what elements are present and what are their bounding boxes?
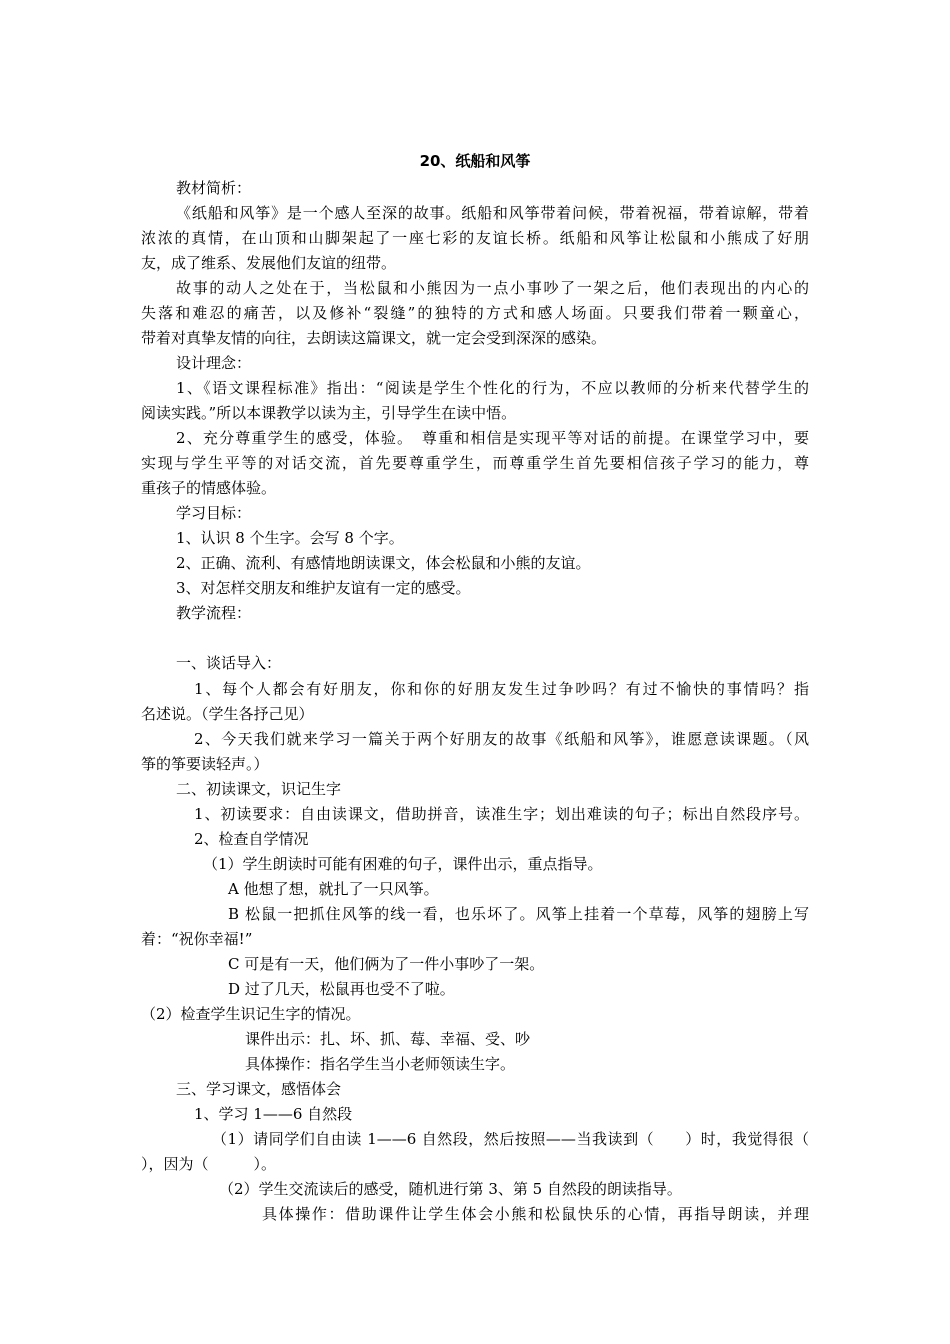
document-title: 20、纸船和风筝 (419, 152, 531, 170)
body-line: D 过了几天，松鼠再也受不了啦。 (228, 980, 455, 998)
body-line: 具体操作：指名学生当小老师领读生字。 (245, 1055, 516, 1073)
body-line: 教材简析： (176, 179, 252, 197)
body-line: 着：“祝你幸福!” (141, 930, 253, 948)
body-line: 友，成了维系、发展他们友谊的纽带。 (141, 254, 397, 272)
body-line: （1）请同学们自由读 1——6 自然段，然后按照——当我读到（ ）时，我觉得很（ (212, 1130, 809, 1148)
body-line: 1、认识 8 个生字。会写 8 个字。 (176, 529, 404, 547)
body-line: 阅读实践。”所以本课教学以读为主，引导学生在读中悟。 (141, 404, 517, 422)
body-line: 3、对怎样交朋友和维护友谊有一定的感受。 (176, 579, 471, 597)
body-line: 2、充分尊重学生的感受，体验。 尊重和相信是实现平等对话的前提。在课堂学习中，要 (176, 429, 809, 447)
body-line: 具体操作：借助课件让学生体会小熊和松鼠快乐的心情，再指导朗读，并理 (262, 1205, 809, 1223)
body-line: 设计理念： (176, 354, 252, 372)
body-line: 2、正确、流利、有感情地朗读课文，体会松鼠和小熊的友谊。 (176, 554, 591, 572)
body-line: 二、初读课文，识记生字 (176, 780, 342, 798)
body-line: 一、谈话导入： (176, 654, 282, 672)
body-line: 实现与学生平等的对话交流，首先要尊重学生，而尊重学生首先要相信孩子学习的能力，尊 (141, 454, 809, 472)
body-line: 三、学习课文，感悟体会 (176, 1080, 342, 1098)
body-line: 筝的筝要读轻声。） (141, 755, 269, 773)
body-line: （2）检查学生识记生字的情况。 (141, 1005, 361, 1023)
body-line: A 他想了想，就扎了一只风筝。 (228, 880, 439, 898)
body-line: 故事的动人之处在于，当松鼠和小熊因为一点小事吵了一架之后，他们表现出的内心的 (176, 279, 809, 297)
body-line: 2、检查自学情况 (194, 830, 309, 848)
body-line: 教学流程： (176, 604, 252, 622)
body-line: 名述说。（学生各抒己见） (141, 705, 314, 723)
body-line: 失落和难忍的痛苦，以及修补“裂缝”的独特的方式和感人场面。只要我们带着一颗童心， (141, 304, 809, 322)
body-line: 1、学习 1——6 自然段 (194, 1105, 353, 1123)
body-line: C 可是有一天，他们俩为了一件小事吵了一架。 (228, 955, 545, 973)
body-line: ），因为（ ）。 (141, 1155, 277, 1173)
body-line: 2、今天我们就来学习一篇关于两个好朋友的故事《纸船和风筝》，谁愿意读课题。（风 (194, 730, 809, 748)
body-line: 带着对真挚友情的向往，去朗读这篇课文，就一定会受到深深的感染。 (141, 329, 607, 347)
body-line: 1、初读要求：自由读课文，借助拼音，读准生字；划出难读的句子；标出自然段序号。 (194, 805, 809, 823)
body-line: 1、《语文课程标准》指出：“阅读是学生个性化的行为，不应以教师的分析来代替学生的 (176, 379, 809, 397)
body-line: 学习目标： (176, 504, 252, 522)
body-line: 重孩子的情感体验。 (141, 479, 277, 497)
body-line: （2）学生交流读后的感受，随机进行第 3、第 5 自然段的朗读指导。 (219, 1180, 682, 1198)
body-line: （1）学生朗读时可能有困难的句子，课件出示，重点指导。 (203, 855, 603, 873)
body-line: B 松鼠一把抓住风筝的线一看，也乐坏了。风筝上挂着一个草莓，风筝的翅膀上写 (228, 905, 809, 923)
body-line: 1、每个人都会有好朋友，你和你的好朋友发生过争吵吗？有过不愉快的事情吗？指 (194, 680, 809, 698)
body-line: 课件出示：扎、坏、抓、莓、幸福、受、吵 (245, 1030, 531, 1048)
body-line: 浓浓的真情，在山顶和山脚架起了一座七彩的友谊长桥。纸船和风筝让松鼠和小熊成了好朋 (141, 229, 809, 247)
body-line: 《纸船和风筝》是一个感人至深的故事。纸船和风筝带着问候，带着祝福，带着谅解，带着 (176, 204, 809, 222)
